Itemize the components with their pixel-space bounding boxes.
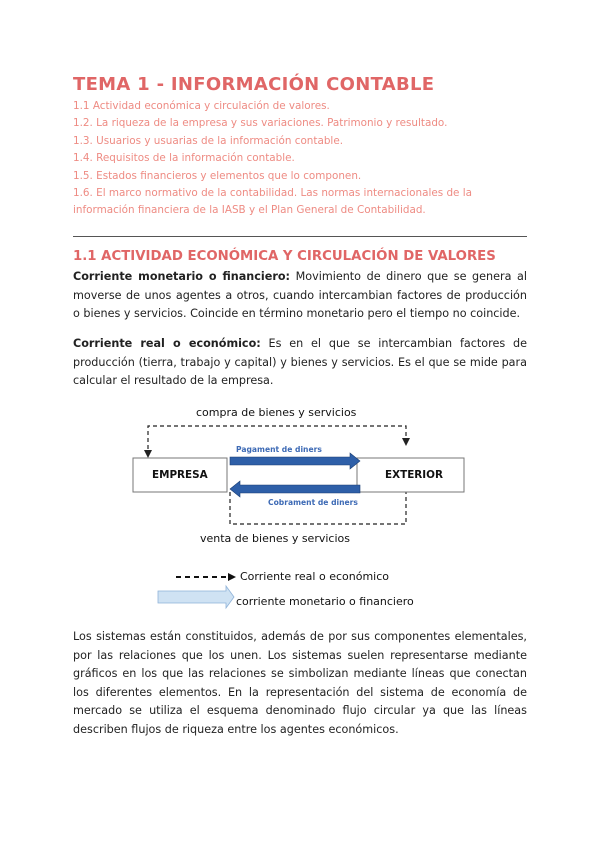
- label-cobrament: Cobrament de diners: [268, 498, 358, 507]
- arrow-cobrament: [230, 481, 360, 497]
- toc-item: 1.3. Usuarios y usuarias de la información contable.: [73, 134, 344, 147]
- toc-item: 1.4. Requisitos de la información contable.: [73, 152, 295, 165]
- toc-item: 1.1 Actividad económica y circulación de valores.: [73, 100, 330, 112]
- toc-item: 1.6. El marco normativo de la contabilidad. Las normas internacionales de la información financiera de la IASB y el Plan General de Contabilidad.: [73, 187, 472, 217]
- arrowhead-down-right: [402, 438, 410, 446]
- label-exterior: EXTERIOR: [385, 469, 443, 481]
- label-empresa: EMPRESA: [152, 469, 208, 481]
- term-monetary: Corriente monetario o financiero:: [73, 270, 291, 283]
- arrow-pagament: [230, 453, 360, 469]
- legend-dashed-arrowhead: [228, 573, 236, 581]
- label-compra: compra de bienes y servicios: [196, 406, 357, 419]
- paragraph-monetary-flow: [73, 268, 527, 324]
- definition-real: Es en el que se intercambian factores de producción (tierra, trabajo y capital) y bienes y servicios. Es el que se mide para calcular el resultado de la empresa.: [73, 337, 527, 387]
- toc-item: 1.2. La riqueza de la empresa y sus variaciones. Patrimonio y resultado.: [73, 117, 448, 130]
- legend-label-real: Corriente real o económico: [240, 570, 389, 583]
- term-real: Corriente real o económico:: [73, 337, 261, 350]
- definition-monetary: Movimiento de dinero que se genera al moverse de unos agentes a otros, cuando intercambian factores de producción o bienes y servicios. Coincide en término monetario pero el tiempo no coincide.: [73, 270, 527, 320]
- paragraph-systems: Los sistemas están constituidos, además de por sus componentes elementales, por las relaciones que los unen. Los sistemas suelen representarse mediante gráficos en los que las relaciones se simbolizan mediante líneas que conectan los diferentes elementos. En la representación del sistema de economía de mercado se utiliza el esquema denominado flujo circular ya que las líneas describen flujos de riqueza entre los agentes económicos.: [73, 630, 527, 736]
- legend-monetary-arrow: [158, 586, 234, 608]
- label-pagament: Pagament de diners: [236, 445, 322, 454]
- section-divider: [73, 236, 527, 237]
- label-venta: venta de bienes y servicios: [200, 532, 350, 545]
- paragraph-real-flow: [73, 335, 527, 391]
- arrowhead-down-left: [144, 450, 152, 458]
- circular-flow-diagram: [130, 398, 470, 616]
- toc-item: 1.5. Estados financieros y elementos que lo componen.: [73, 169, 362, 182]
- table-of-contents: [73, 98, 533, 220]
- document-title: TEMA 1 - INFORMACIÓN CONTABLE: [73, 74, 435, 95]
- section-heading: 1.1 ACTIVIDAD ECONÓMICA Y CIRCULACIÓN DE VALORES: [73, 249, 496, 264]
- legend-label-monetary: corriente monetario o financiero: [236, 595, 414, 608]
